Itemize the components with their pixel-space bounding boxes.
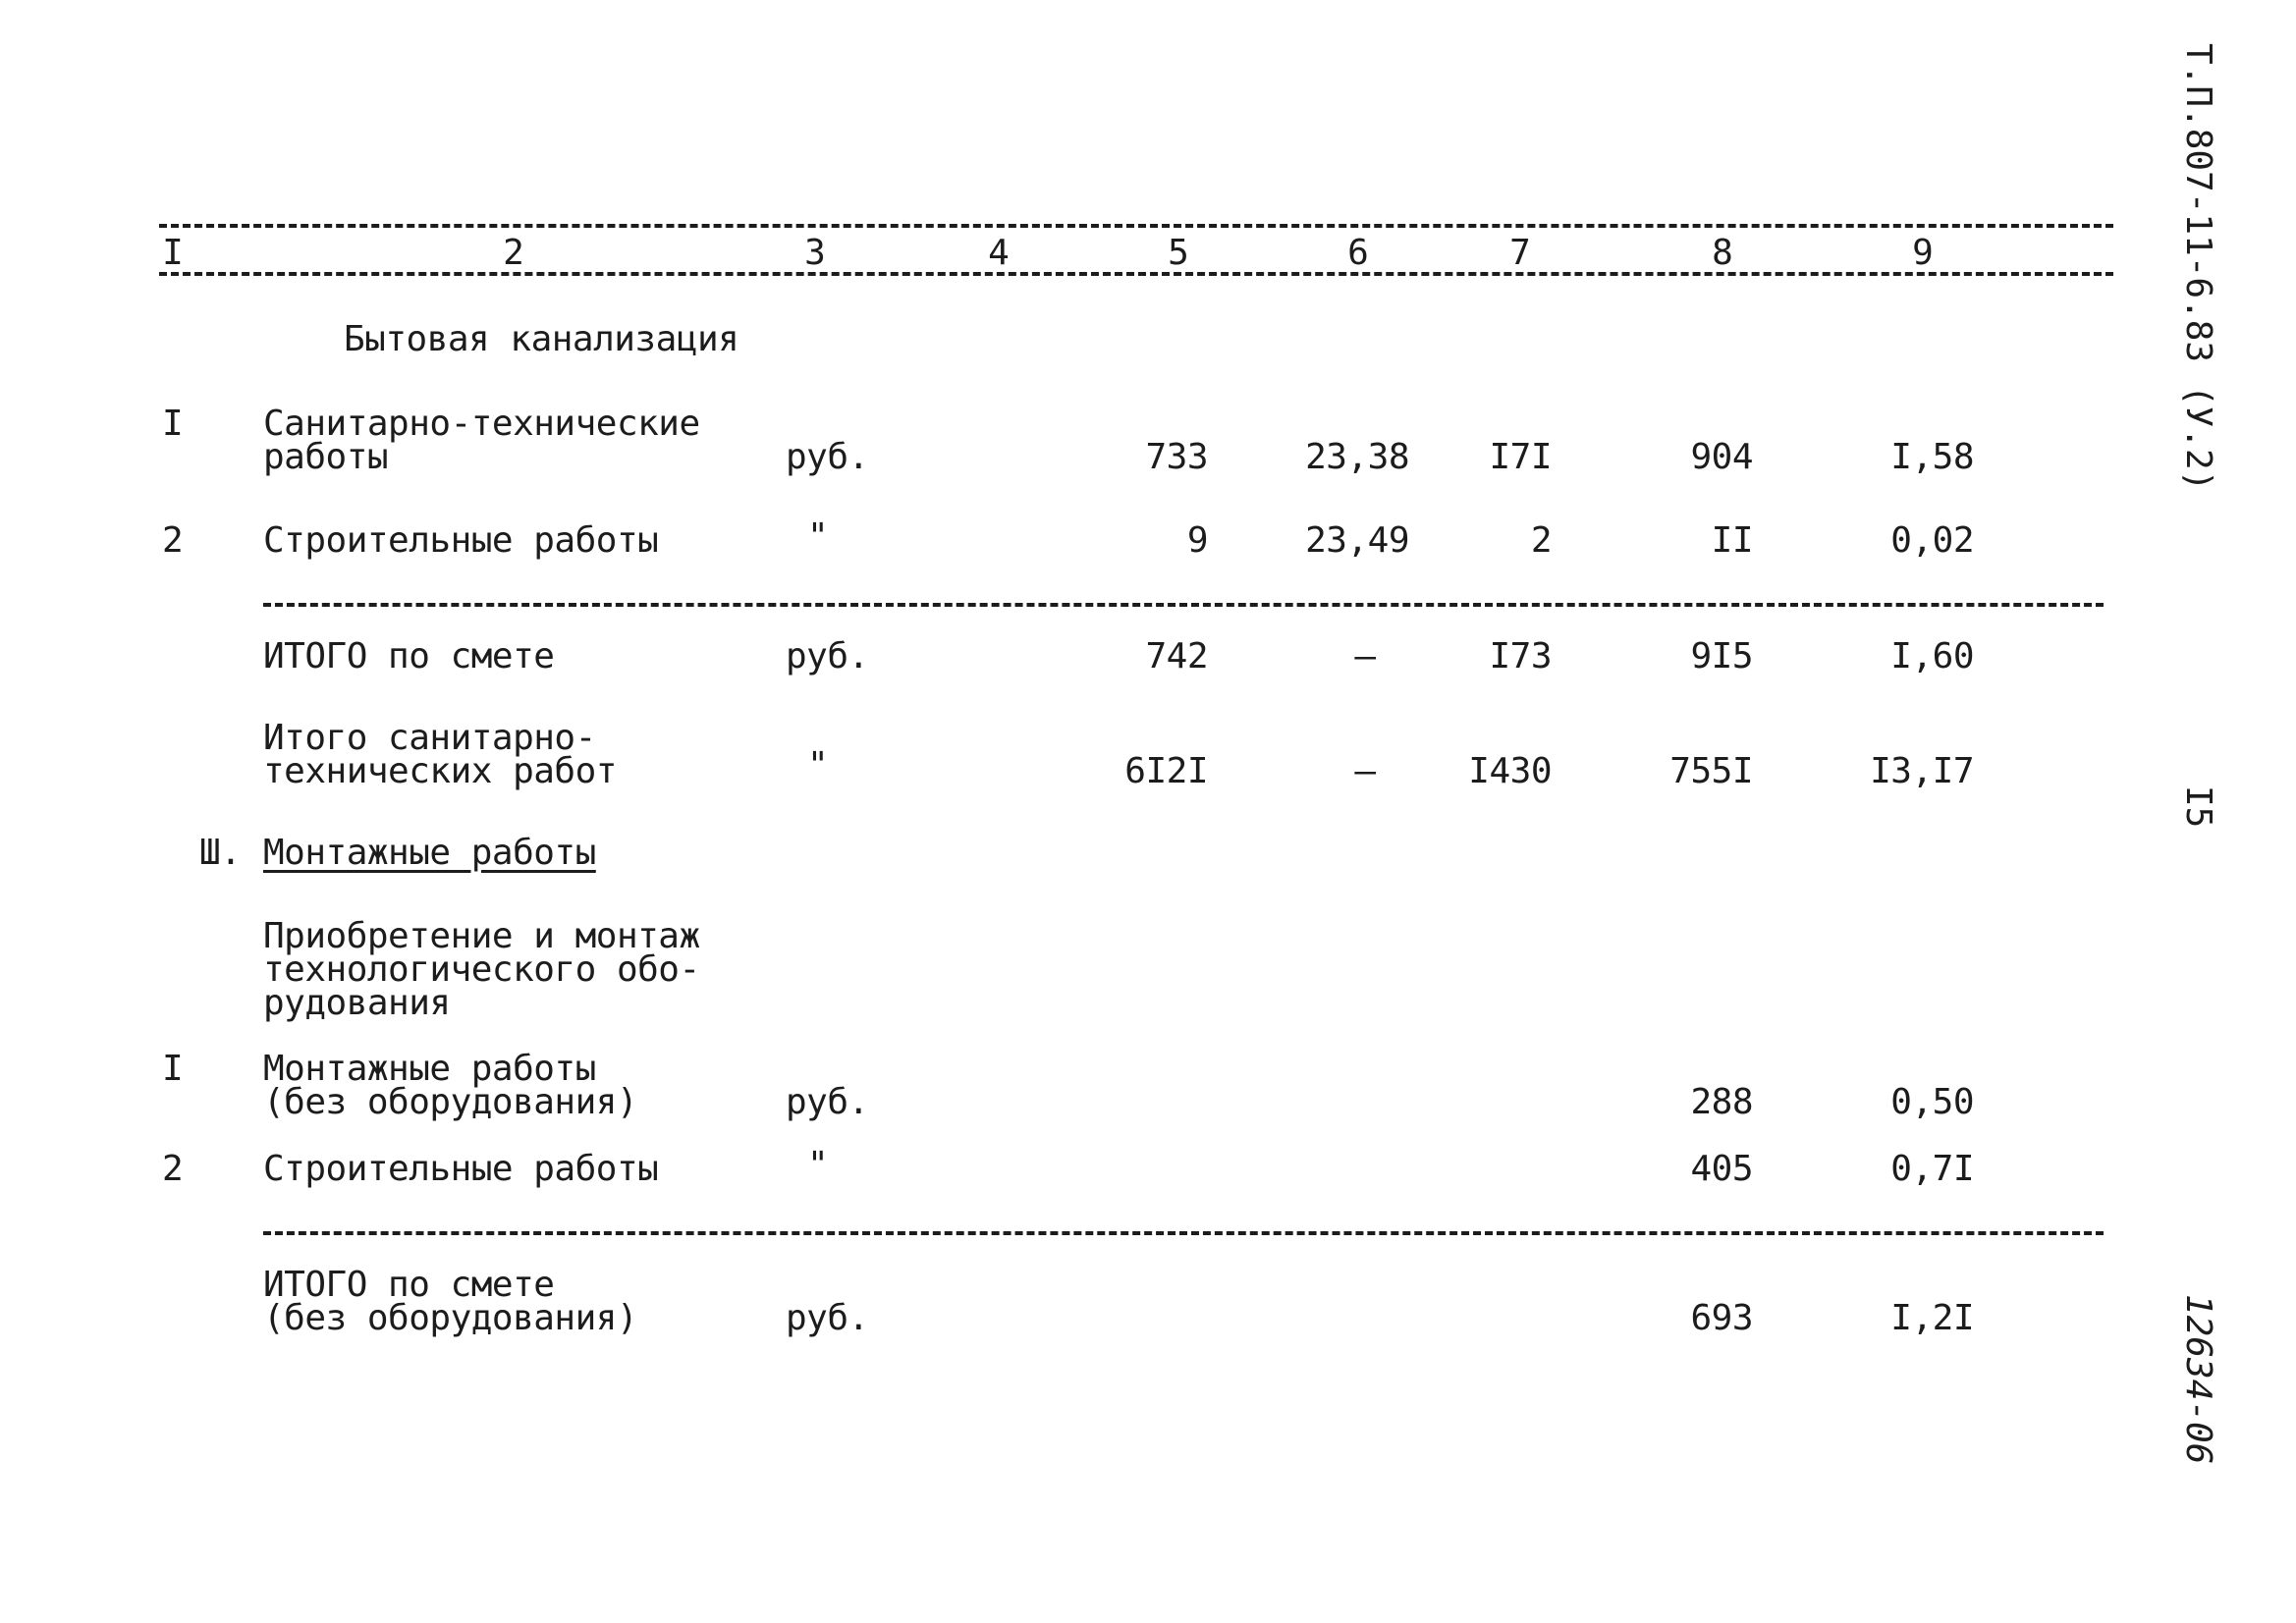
subtotal-name-line2: технических работ xyxy=(263,751,617,791)
row-name-line1: Санитарно-технические xyxy=(263,404,700,444)
section-heading: Монтажные работы xyxy=(263,833,596,873)
header-top-rule xyxy=(159,224,2113,228)
row-col7: 2 xyxy=(1530,520,1552,561)
volume-label: (У.2) xyxy=(2178,385,2218,492)
total-unit: руб. xyxy=(786,1298,869,1338)
subtotal-col7: I430 xyxy=(1468,751,1552,791)
total-rule xyxy=(263,1231,2104,1235)
total-col9: I,2I xyxy=(1890,1298,1974,1338)
row-name-line2: работы xyxy=(263,437,389,477)
row-name: Строительные работы xyxy=(263,520,659,561)
total-name-line2: (без оборудования) xyxy=(263,1298,638,1338)
doc-code: Т.П.807-11-6.83 xyxy=(2178,43,2218,363)
col-header-2: 2 xyxy=(503,233,524,273)
subtotal-col5: 6I2I xyxy=(1124,751,1208,791)
row-col9: 0,7I xyxy=(1890,1149,1974,1189)
row-col5: 9 xyxy=(1186,520,1208,561)
page-number: I5 xyxy=(2178,785,2218,829)
row-col8: 904 xyxy=(1690,437,1753,477)
subtotal-col8: 755I xyxy=(1669,751,1753,791)
col-header-8: 8 xyxy=(1712,233,1733,273)
section-desc-line3: рудования xyxy=(263,983,451,1023)
col-header-3: 3 xyxy=(804,233,826,273)
col-header-5: 5 xyxy=(1168,233,1189,273)
col-header-6: 6 xyxy=(1347,233,1369,273)
row-number: I xyxy=(162,404,184,444)
subtotal-col9: I3,I7 xyxy=(1870,751,1974,791)
row-number: 2 xyxy=(162,1149,184,1189)
total-col5: 742 xyxy=(1145,636,1208,676)
row-col9: 0,02 xyxy=(1890,520,1974,561)
total-name: ИТОГО по смете xyxy=(263,636,555,676)
total-col6: – xyxy=(1354,636,1376,676)
col-header-1: I xyxy=(162,233,184,273)
row-unit: " xyxy=(807,516,829,557)
row-col6: 23,38 xyxy=(1305,437,1409,477)
row-col9: I,58 xyxy=(1890,437,1974,477)
row-unit: руб. xyxy=(786,437,869,477)
header-bottom-rule xyxy=(159,272,2113,276)
row-name-line2: (без оборудования) xyxy=(263,1082,638,1122)
row-name: Строительные работы xyxy=(263,1149,659,1189)
subtotal-name-line1: Итого санитарно- xyxy=(263,718,596,758)
subtotal-col6: – xyxy=(1354,751,1376,791)
row-number: I xyxy=(162,1049,184,1089)
total-col9: I,60 xyxy=(1890,636,1974,676)
total-col7: I73 xyxy=(1489,636,1552,676)
row-col7: I7I xyxy=(1489,437,1552,477)
subtotal-unit: " xyxy=(807,745,829,785)
col-header-4: 4 xyxy=(988,233,1010,273)
subtotal-rule xyxy=(263,603,2104,607)
row-name-line1: Монтажные работы xyxy=(263,1049,596,1089)
section-title: Бытовая канализация xyxy=(344,319,739,359)
row-col8: 405 xyxy=(1690,1149,1753,1189)
section-desc-line2: технологического обо- xyxy=(263,949,700,990)
total-name-line1: ИТОГО по смете xyxy=(263,1265,555,1305)
row-col6: 23,49 xyxy=(1305,520,1409,561)
total-col8: 693 xyxy=(1690,1298,1753,1338)
col-header-9: 9 xyxy=(1912,233,1934,273)
row-col5: 733 xyxy=(1145,437,1208,477)
col-header-7: 7 xyxy=(1509,233,1531,273)
total-unit: руб. xyxy=(786,636,869,676)
section-number: Ш. xyxy=(199,833,242,873)
inventory-number: 12634-06 xyxy=(2178,1294,2218,1465)
row-number: 2 xyxy=(162,520,184,561)
total-col8: 9I5 xyxy=(1690,636,1753,676)
row-col9: 0,50 xyxy=(1890,1082,1974,1122)
row-col8: II xyxy=(1711,520,1753,561)
row-unit: " xyxy=(807,1145,829,1185)
row-col8: 288 xyxy=(1690,1082,1753,1122)
row-unit: руб. xyxy=(786,1082,869,1122)
section-desc-line1: Приобретение и монтаж xyxy=(263,916,700,956)
